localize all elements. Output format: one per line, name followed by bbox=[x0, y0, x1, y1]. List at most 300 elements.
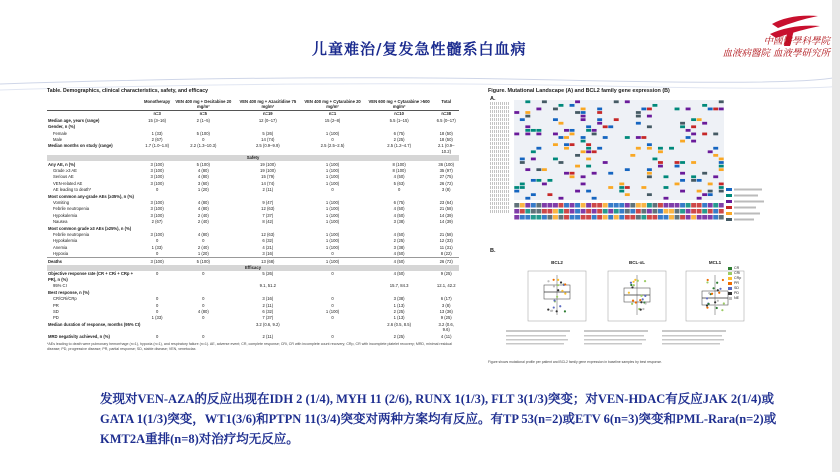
heatmap-cell bbox=[559, 161, 564, 164]
heatmap-gene-label bbox=[490, 154, 510, 157]
heatmap-track-cell bbox=[531, 203, 536, 208]
table-cell: 1 (33) bbox=[151, 315, 163, 321]
heatmap-cell bbox=[586, 165, 591, 168]
heatmap-track-cell bbox=[614, 215, 619, 220]
boxplot-point bbox=[640, 309, 642, 311]
boxplot-point bbox=[714, 301, 716, 303]
table-cell: 1 (100) bbox=[325, 308, 340, 314]
heatmap-cell bbox=[547, 179, 552, 182]
table-cell: 4 (50) bbox=[393, 271, 405, 277]
table-cell: 7 (37) bbox=[262, 212, 274, 218]
heatmap-cell bbox=[581, 140, 586, 143]
table-cell: Grade ≥3 AE bbox=[53, 167, 77, 173]
heatmap-cell bbox=[658, 147, 663, 150]
heatmap-gene-label bbox=[490, 178, 510, 181]
heatmap-track-cell bbox=[630, 209, 635, 214]
heatmap-cell bbox=[525, 111, 530, 114]
heatmap-cell bbox=[625, 193, 630, 196]
legend-swatch bbox=[728, 272, 732, 275]
heatmap-cell bbox=[592, 172, 597, 175]
heatmap-cell bbox=[553, 143, 558, 146]
heatmap-track-cell bbox=[542, 209, 547, 214]
table-cell: 3 (16) bbox=[262, 251, 274, 257]
heatmap-track-cell bbox=[608, 209, 613, 214]
heatmap-track-cell bbox=[652, 215, 657, 220]
table-cell: 3 (60) bbox=[197, 180, 209, 186]
table-cell: 12 (33) bbox=[439, 238, 453, 244]
heatmap-cell bbox=[525, 133, 530, 136]
table-cell: 12 (63) bbox=[261, 206, 275, 212]
table-cell: 1 (100) bbox=[325, 174, 340, 180]
heatmap-track-cell bbox=[680, 215, 685, 220]
heatmap-cell bbox=[669, 147, 674, 150]
table-cell: 3 (100) bbox=[150, 206, 164, 212]
heatmap-gene-label bbox=[490, 114, 510, 117]
mutation-heatmap bbox=[514, 100, 724, 222]
table-cell: 7 (37) bbox=[262, 315, 274, 321]
boxplot-point bbox=[717, 289, 719, 291]
table-cell: 21 (58) bbox=[439, 232, 453, 238]
heatmap-cell bbox=[520, 158, 525, 161]
table-cell: 4 (50) bbox=[393, 251, 405, 257]
heatmap-track-cell bbox=[542, 215, 547, 220]
table-cell: 0 bbox=[331, 251, 334, 257]
heatmap-cell bbox=[592, 129, 597, 132]
table-cell: 3.2 (0.6, 9.6) bbox=[438, 321, 454, 333]
boxplot-point bbox=[640, 301, 642, 303]
heatmap-cell bbox=[652, 104, 657, 107]
boxplot-point bbox=[556, 310, 558, 312]
table-cell: Best response, n (%) bbox=[48, 289, 90, 295]
legend-label: CR bbox=[734, 266, 740, 270]
heatmap-track-cell bbox=[647, 215, 652, 220]
heatmap-cell bbox=[641, 108, 646, 111]
heatmap-cell bbox=[614, 100, 619, 103]
heatmap-cell bbox=[647, 172, 652, 175]
heatmap-cell bbox=[647, 143, 652, 146]
heatmap-track-cell bbox=[697, 203, 702, 208]
heatmap-track-cell bbox=[691, 215, 696, 220]
heatmap-gene-label bbox=[490, 138, 510, 141]
boxplot-point bbox=[556, 296, 558, 298]
heatmap-track-cell bbox=[608, 215, 613, 220]
heatmap-cell bbox=[636, 147, 641, 150]
heatmap-cell bbox=[536, 108, 541, 111]
table-column-header: Total bbox=[433, 98, 459, 110]
table-cell: 4 (50) bbox=[393, 232, 405, 238]
table-cell: Hypokalemia bbox=[53, 238, 78, 244]
heatmap-cell bbox=[608, 172, 613, 175]
heatmap-track-cell bbox=[652, 209, 657, 214]
boxplot-point bbox=[564, 310, 566, 312]
table-cell: 5 (26) bbox=[262, 130, 274, 136]
boxplot-point bbox=[719, 288, 721, 290]
institute-name bbox=[694, 36, 830, 60]
heatmap-cell bbox=[686, 136, 691, 139]
table-cell: 4 (80) bbox=[197, 206, 209, 212]
figure-title: Figure. Mutational Landscape (A) and BCL2 family gene expression (B) bbox=[488, 88, 670, 94]
legend-swatch bbox=[728, 267, 732, 270]
heatmap-track-cell bbox=[719, 203, 724, 208]
boxplot-point bbox=[564, 283, 566, 285]
table-cell: 23 (64) bbox=[439, 200, 453, 205]
heatmap-cell bbox=[581, 118, 586, 121]
table-cell: 0 bbox=[155, 238, 159, 244]
heatmap-track-cell bbox=[597, 209, 602, 214]
heatmap-gene-label bbox=[490, 122, 510, 125]
heatmap-gene-label bbox=[490, 126, 510, 129]
heatmap-track-cell bbox=[702, 209, 707, 214]
boxplot-point bbox=[630, 282, 632, 284]
heatmap-cell bbox=[564, 147, 569, 150]
table-cell: 0 bbox=[331, 315, 334, 321]
heatmap-track-cell bbox=[575, 215, 580, 220]
heatmap-track-cell bbox=[536, 215, 541, 220]
heatmap-cell bbox=[603, 125, 608, 128]
heatmap-track-cell bbox=[520, 209, 525, 214]
heatmap-cell bbox=[536, 179, 541, 182]
heatmap-track-cell bbox=[669, 215, 674, 220]
legend-label: PR bbox=[734, 281, 739, 285]
table-cell: Median duration of response, months (95% CI) bbox=[48, 321, 141, 327]
table-cell: 3 (38) bbox=[393, 296, 405, 302]
heatmap-gene-label bbox=[490, 118, 510, 121]
heatmap-cell bbox=[691, 133, 696, 136]
heatmap-track-cell bbox=[570, 203, 575, 208]
heatmap-track-cell bbox=[525, 215, 530, 220]
heatmap-track-cell bbox=[686, 203, 691, 208]
scroll-edge bbox=[832, 0, 840, 472]
boxplot-point bbox=[716, 282, 718, 284]
heatmap-track-cell bbox=[708, 203, 713, 208]
heatmap-cell bbox=[625, 100, 630, 103]
boxplot-point bbox=[707, 279, 709, 281]
heatmap-cell bbox=[531, 129, 536, 132]
heatmap-cell bbox=[697, 197, 702, 200]
heatmap-track-cell bbox=[525, 209, 530, 214]
table-title: Table. Demographics, clinical characteristics, safety, and efficacy bbox=[47, 88, 208, 94]
table-cell: 15 (2–8) bbox=[324, 117, 341, 123]
heatmap-cell bbox=[520, 186, 525, 189]
table-cell: 5.5 (1–15) bbox=[389, 117, 409, 123]
table-cell: 0 bbox=[155, 251, 159, 257]
heatmap-cell bbox=[559, 122, 564, 125]
heatmap-cell bbox=[719, 100, 724, 103]
heatmap-cell bbox=[658, 165, 663, 168]
heatmap-cell bbox=[713, 133, 718, 136]
heatmap-cell bbox=[636, 111, 641, 114]
heatmap-track-cell bbox=[559, 203, 564, 208]
table-cell: 4 (50) bbox=[393, 212, 405, 218]
heatmap-track-cell bbox=[619, 215, 624, 220]
heatmap-cell bbox=[575, 100, 580, 103]
heatmap-cell bbox=[686, 108, 691, 111]
boxplot-point bbox=[723, 302, 725, 304]
table-cell: 4 (50) bbox=[365, 258, 434, 265]
heatmap-cell bbox=[658, 150, 663, 153]
heatmap-track-cell bbox=[597, 203, 602, 208]
table-cell: 13 (68) bbox=[235, 258, 300, 265]
heatmap-track-cell bbox=[547, 209, 552, 214]
table-cell: 8 (42) bbox=[262, 219, 274, 225]
heatmap-cell bbox=[719, 190, 724, 193]
heatmap-cell bbox=[542, 183, 547, 186]
table-column-header: VEN 400 mg + Cytarabine 20 mg/m² bbox=[300, 98, 365, 110]
heatmap-track-cell bbox=[514, 203, 519, 208]
table-cell: 0 bbox=[155, 187, 159, 193]
table-cell: 12 (0–17) bbox=[258, 117, 277, 123]
heatmap-cell bbox=[586, 150, 591, 153]
heatmap-cell bbox=[525, 197, 530, 200]
boxplot-point bbox=[631, 303, 633, 305]
heatmap-track-cell bbox=[575, 203, 580, 208]
heatmap-gene-label bbox=[490, 106, 510, 109]
table-cell: 1 (13) bbox=[393, 315, 405, 321]
heatmap-cell bbox=[619, 190, 624, 193]
demographics-table bbox=[47, 98, 459, 339]
table-cell: 0 bbox=[202, 238, 205, 244]
table-cell: Serious AE bbox=[53, 174, 74, 180]
table-cell: 1 (100) bbox=[325, 212, 340, 218]
heatmap-cell bbox=[531, 158, 536, 161]
heatmap-cell bbox=[647, 175, 652, 178]
heatmap-cell bbox=[691, 161, 696, 164]
boxplot-point bbox=[628, 292, 630, 294]
table-cell: 1 (100) bbox=[325, 238, 340, 244]
heatmap-track-cell bbox=[691, 203, 696, 208]
heatmap-cell bbox=[525, 125, 530, 128]
heatmap-track-cell bbox=[564, 203, 569, 208]
table-cell: 4 (80) bbox=[197, 232, 209, 238]
heatmap-cell bbox=[592, 197, 597, 200]
heatmap-track-cell bbox=[619, 209, 624, 214]
heatmap-cell bbox=[708, 150, 713, 153]
heatmap-legend bbox=[724, 186, 794, 226]
table-cell: 0 bbox=[155, 333, 159, 339]
legend-label: PD bbox=[734, 291, 739, 295]
heatmap-cell bbox=[536, 168, 541, 171]
table-cell: 8 (100) bbox=[392, 167, 406, 173]
legend-label: CRp bbox=[734, 276, 742, 280]
table-cell: Vomiting bbox=[53, 200, 70, 205]
heatmap-cell bbox=[675, 183, 680, 186]
heatmap-track-cell bbox=[564, 215, 569, 220]
heatmap-track-cell bbox=[630, 215, 635, 220]
legend-swatch bbox=[728, 292, 732, 295]
table-cell: 2.5 (0.9–9.9) bbox=[255, 143, 280, 149]
boxplot-legend-item bbox=[728, 296, 764, 301]
table-cell: 3 (100) bbox=[150, 167, 164, 173]
heatmap-cell bbox=[581, 150, 586, 153]
heatmap-cell bbox=[625, 136, 630, 139]
table-cell: 15 (3–16) bbox=[148, 117, 167, 123]
table-cell: 3 (16) bbox=[262, 296, 274, 302]
heatmap-cell bbox=[713, 154, 718, 157]
table-cell: 2 (25) bbox=[393, 136, 405, 142]
heatmap-track-cell bbox=[536, 203, 541, 208]
table-column-header: VEN 400 mg + Azacitidine 75 mg/m² bbox=[235, 98, 300, 110]
table-cell: 5 (100) bbox=[171, 258, 235, 265]
boxplot-point bbox=[561, 290, 563, 292]
heatmap-cell bbox=[675, 161, 680, 164]
table-cell: 14 (74) bbox=[261, 180, 275, 186]
heatmap-cell bbox=[570, 129, 575, 132]
heatmap-cell bbox=[586, 158, 591, 161]
heatmap-gene-label bbox=[490, 170, 510, 173]
heatmap-track-cell bbox=[675, 215, 680, 220]
heatmap-gene-label bbox=[490, 182, 510, 185]
heatmap-cell bbox=[553, 158, 558, 161]
heatmap-track-cell bbox=[586, 209, 591, 214]
heatmap-cell bbox=[581, 111, 586, 114]
boxplot-point bbox=[642, 308, 644, 310]
table-cell: Hypoxia bbox=[53, 251, 69, 257]
heatmap-track-cell bbox=[614, 209, 619, 214]
table-cell: Any AE, n (%) bbox=[48, 161, 76, 167]
heatmap-cell bbox=[586, 143, 591, 146]
boxplot-point bbox=[722, 279, 724, 281]
table-cell: Nausea bbox=[53, 219, 68, 225]
heatmap-track-cell bbox=[652, 203, 657, 208]
table-cell: Gender, n (%) bbox=[48, 124, 75, 130]
heatmap-gene-label bbox=[490, 134, 510, 137]
table-cell: 2 (40) bbox=[197, 244, 209, 250]
legend-label: NE bbox=[734, 296, 739, 300]
figure-caption: Figure shows mutational profile per patient and BCL2 family gene expression in baseline samples by best response. bbox=[488, 360, 662, 364]
heatmap-track-cell bbox=[697, 215, 702, 220]
table-cell: 0 bbox=[397, 187, 401, 193]
table-cell: 8 (22) bbox=[440, 251, 452, 257]
table-cell: 1 (100) bbox=[325, 219, 340, 225]
heatmap-cell bbox=[575, 190, 580, 193]
table-cell: 4 (50) bbox=[393, 174, 405, 180]
heatmap-cell bbox=[713, 147, 718, 150]
table-cell: 14 (39) bbox=[439, 219, 453, 225]
heatmap-cell bbox=[708, 183, 713, 186]
table-cell: 2 (1–5) bbox=[196, 117, 210, 123]
heatmap-track-cell bbox=[636, 203, 641, 208]
heatmap-cell bbox=[608, 186, 613, 189]
heatmap-cell bbox=[586, 129, 591, 132]
heatmap-cell bbox=[697, 118, 702, 121]
summary-text: 发现对VEN-AZA的反应出现在IDH 2 (1/4), MYH 11 (2/6), RUNX 1(1/3), FLT 3(1/3)突变；对VEN-HDAC有反应JAK 2(1/4)或GATA 1(1/3)突变，WT1(3/6)和PTPN 11(3/4)突变对两种方案均有反应。有TP 53(n=2)或ETV 6(n=3)突变和PML-Rara(n=2)或KMT2A重排(n=8)对治疗均无反应。 bbox=[100, 392, 777, 446]
table-cell: Febrile neutropenia bbox=[53, 232, 90, 238]
heatmap-cell bbox=[619, 186, 624, 189]
heatmap-cell bbox=[680, 140, 685, 143]
table-cell: 9.1, 51.2 bbox=[259, 283, 276, 289]
heatmap-track-cell bbox=[658, 203, 663, 208]
boxplot-point bbox=[637, 280, 639, 282]
heatmap-track-cell bbox=[658, 215, 663, 220]
heatmap-gene-label bbox=[490, 162, 510, 165]
heatmap-cell bbox=[647, 168, 652, 171]
heatmap-track-cell bbox=[664, 203, 669, 208]
table-n-cell bbox=[47, 110, 143, 117]
table-cell: 95% CI bbox=[53, 283, 67, 289]
boxplot-title-bclxl: BCL-xL bbox=[629, 260, 645, 265]
table-cell: 0 bbox=[331, 187, 334, 193]
table-cell: Anemia bbox=[53, 244, 68, 250]
heatmap-track-cell bbox=[603, 209, 608, 214]
heatmap-track-cell bbox=[664, 215, 669, 220]
table-cell: Objective response rate (CR + CRi + CRp + PR), n (%) bbox=[48, 271, 134, 282]
heatmap-gene-label bbox=[490, 166, 510, 169]
heatmap-cell bbox=[564, 172, 569, 175]
heatmap-cell bbox=[702, 122, 707, 125]
heatmap-cell bbox=[691, 175, 696, 178]
boxplot-point bbox=[564, 293, 566, 295]
table-cell: Deaths bbox=[47, 258, 143, 265]
boxplot-point bbox=[706, 281, 708, 283]
table-cell: 12.1, 42.2 bbox=[436, 283, 456, 289]
heatmap-cell bbox=[514, 133, 519, 136]
table-cell: Most common grade ≥3 AEs (≥25%), n (%) bbox=[48, 225, 132, 231]
heatmap-cell bbox=[597, 108, 602, 111]
boxplot-point bbox=[708, 292, 710, 294]
boxplot-point bbox=[634, 279, 636, 281]
heatmap-track-cell bbox=[680, 203, 685, 208]
boxplot-point bbox=[547, 280, 549, 282]
boxplot-point bbox=[553, 299, 555, 301]
table-cell: 8 (100) bbox=[392, 161, 406, 167]
heatmap-cell bbox=[520, 161, 525, 164]
boxplot-point bbox=[631, 286, 633, 288]
heatmap-cell bbox=[553, 133, 558, 136]
heatmap-cell bbox=[708, 190, 713, 193]
heatmap-track-cell bbox=[531, 215, 536, 220]
boxplot-title-bcl2: BCL2 bbox=[551, 260, 563, 265]
heatmap-cell bbox=[619, 183, 624, 186]
heatmap-cell bbox=[597, 147, 602, 150]
boxplot-point bbox=[711, 293, 713, 295]
heatmap-cell bbox=[536, 129, 541, 132]
boxplot-point bbox=[715, 304, 717, 306]
boxplot-point bbox=[559, 305, 561, 307]
heatmap-track-cell bbox=[630, 203, 635, 208]
panel-b-label: B. bbox=[490, 248, 496, 254]
table-row bbox=[47, 321, 459, 333]
table-cell: 0 bbox=[331, 271, 334, 277]
heatmap-cell bbox=[719, 158, 724, 161]
heatmap-cell bbox=[564, 143, 569, 146]
heatmap-track-cell bbox=[625, 215, 630, 220]
heatmap-track-cell bbox=[669, 203, 674, 208]
table-cell: 0 bbox=[202, 333, 205, 339]
heatmap-cell bbox=[702, 133, 707, 136]
heatmap-track-cell bbox=[658, 209, 663, 214]
heatmap-track-cell bbox=[636, 215, 641, 220]
table-cell: 2 (11) bbox=[262, 187, 274, 193]
heatmap-track-cell bbox=[553, 203, 558, 208]
table-cell: 3 (8) bbox=[441, 187, 451, 193]
institute-title: 中國醫學科學院 bbox=[763, 36, 830, 47]
heatmap-cell bbox=[525, 100, 530, 103]
table-cell: 2 (11) bbox=[262, 333, 274, 339]
table-cell: 4 (11) bbox=[440, 333, 452, 339]
heatmap-cell bbox=[697, 179, 702, 182]
heatmap-gene-label bbox=[490, 190, 510, 193]
table-cell: 4 (80) bbox=[197, 308, 209, 314]
heatmap-cell bbox=[636, 115, 641, 118]
heatmap-cell bbox=[719, 186, 724, 189]
heatmap-cell bbox=[702, 193, 707, 196]
boxplot-point bbox=[635, 301, 637, 303]
table-cell: PD bbox=[53, 315, 59, 321]
heatmap-cell bbox=[630, 154, 635, 157]
heatmap-cell bbox=[675, 108, 680, 111]
table-row bbox=[47, 271, 459, 283]
heatmap-track-cell bbox=[514, 209, 519, 214]
